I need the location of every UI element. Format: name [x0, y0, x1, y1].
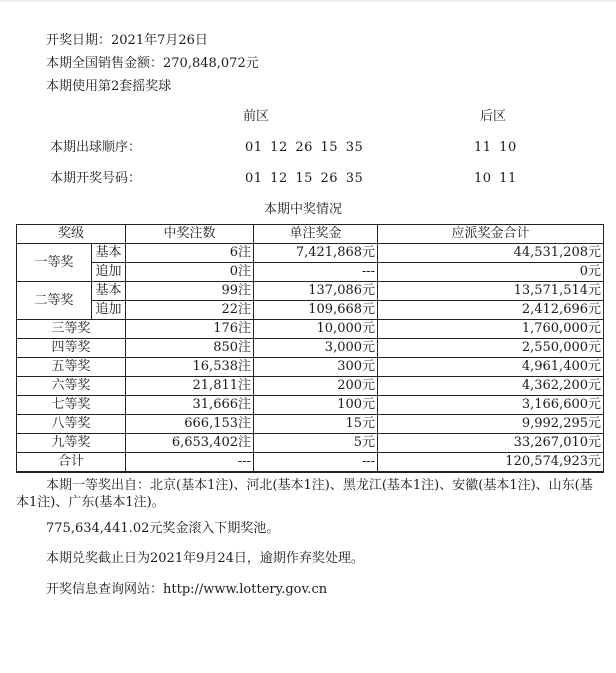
table-row [17, 415, 604, 434]
prize-table-title: 本期中奖情况 [264, 202, 343, 217]
total-cell: 0元 [378, 263, 604, 282]
table-row [17, 434, 604, 453]
count-cell: 0注 [126, 263, 254, 282]
total-cell: 13,571,514元 [378, 282, 604, 301]
total-cell: 120,574,923元 [378, 453, 604, 473]
sales-amount: 270,848,072元 [163, 56, 259, 71]
level-cell: 合计 [17, 453, 126, 473]
total-cell: 4,961,400元 [378, 358, 604, 377]
total-cell: 1,760,000元 [378, 320, 604, 339]
back-zone-label: 后区 [480, 109, 507, 124]
count-cell: 31,666注 [126, 396, 254, 415]
count-cell: 16,538注 [126, 358, 254, 377]
prize-cell: 5元 [254, 434, 378, 453]
level-cell: 九等奖 [17, 434, 126, 453]
level-cell: 六等奖 [17, 377, 126, 396]
level-cell: 四等奖 [17, 339, 126, 358]
level-cell: 七等奖 [17, 396, 126, 415]
top-divider [0, 0, 616, 2]
prize-cell: 3,000元 [254, 339, 378, 358]
table-row [17, 396, 604, 415]
total-cell: 4,362,200元 [378, 377, 604, 396]
total-cell: 2,550,000元 [378, 339, 604, 358]
draw-order-front: 01 12 26 15 35 [245, 140, 364, 155]
sales-label: 本期全国销售金额： [46, 56, 164, 71]
prize-cell: 109,668元 [254, 301, 378, 320]
level-cell: 二等奖 [17, 282, 92, 320]
sub-level-cell: 基本 [92, 244, 126, 263]
prize-cell: 100元 [254, 396, 378, 415]
level-cell: 三等奖 [17, 320, 126, 339]
first-prize-origin-note: 本期一等奖出自：北京(基本1注)、河北(基本1注)、黑龙江(基本1注)、安徽(基本1注)、山东(基本1注)、广东(基本1注)。 [16, 478, 593, 510]
table-row [17, 282, 604, 301]
total-cell: 44,531,208元 [378, 244, 604, 263]
prize-cell: --- [254, 263, 378, 282]
table-row-total [17, 453, 604, 473]
count-cell: 666,153注 [126, 415, 254, 434]
count-cell: 176注 [126, 320, 254, 339]
table-row [17, 339, 604, 358]
header-prize: 单注奖金 [254, 225, 378, 244]
total-cell: 33,267,010元 [378, 434, 604, 453]
total-cell: 2,412,696元 [378, 301, 604, 320]
website-link[interactable]: http://www.lottery.gov.cn [163, 582, 328, 597]
table-header-row [17, 225, 604, 244]
sub-level-cell: 追加 [92, 263, 126, 282]
level-cell: 一等奖 [17, 244, 92, 282]
draw-date-value: 2021年7月26日 [111, 33, 208, 48]
table-row [17, 320, 604, 339]
winning-numbers-label: 本期开奖号码： [50, 171, 142, 186]
total-cell: 3,166,600元 [378, 396, 604, 415]
total-cell: 9,992,295元 [378, 415, 604, 434]
prize-cell: --- [254, 453, 378, 473]
count-cell: --- [126, 453, 254, 473]
count-cell: 6,653,402注 [126, 434, 254, 453]
sales-line [46, 56, 259, 72]
rollover-note: 775,634,441.02元奖金滚入下期奖池。 [46, 521, 280, 536]
table-row [17, 301, 604, 320]
draw-date-label: 开奖日期： [46, 33, 112, 48]
table-row [17, 377, 604, 396]
sub-level-cell: 追加 [92, 301, 126, 320]
winning-numbers-front: 01 12 15 26 35 [245, 171, 364, 186]
deadline-note: 本期兑奖截止日为2021年9月24日，逾期作弃奖处理。 [46, 551, 364, 566]
table-row [17, 244, 604, 263]
prize-cell: 200元 [254, 377, 378, 396]
sub-level-cell: 基本 [92, 282, 126, 301]
draw-date-line [46, 33, 208, 49]
header-total: 应派奖金合计 [378, 225, 604, 244]
draw-order-label: 本期出球顺序： [50, 140, 142, 155]
prize-cell: 137,086元 [254, 282, 378, 301]
header-count: 中奖注数 [126, 225, 254, 244]
header-level: 奖级 [17, 225, 126, 244]
level-cell: 八等奖 [17, 415, 126, 434]
ball-set-line: 本期使用第2套摇奖球 [46, 79, 172, 94]
website-label: 开奖信息查询网站： [46, 582, 164, 597]
count-cell: 22注 [126, 301, 254, 320]
front-zone-label: 前区 [243, 109, 270, 124]
prize-cell: 15元 [254, 415, 378, 434]
table-row [17, 263, 604, 282]
table-row [17, 358, 604, 377]
prize-cell: 300元 [254, 358, 378, 377]
prize-table [16, 224, 604, 473]
prize-cell: 7,421,868元 [254, 244, 378, 263]
count-cell: 99注 [126, 282, 254, 301]
winning-numbers-back: 10 11 [474, 171, 517, 186]
prize-cell: 10,000元 [254, 320, 378, 339]
website-line [46, 582, 327, 598]
draw-order-back: 11 10 [474, 140, 517, 155]
count-cell: 6注 [126, 244, 254, 263]
count-cell: 850注 [126, 339, 254, 358]
count-cell: 21,811注 [126, 377, 254, 396]
level-cell: 五等奖 [17, 358, 126, 377]
